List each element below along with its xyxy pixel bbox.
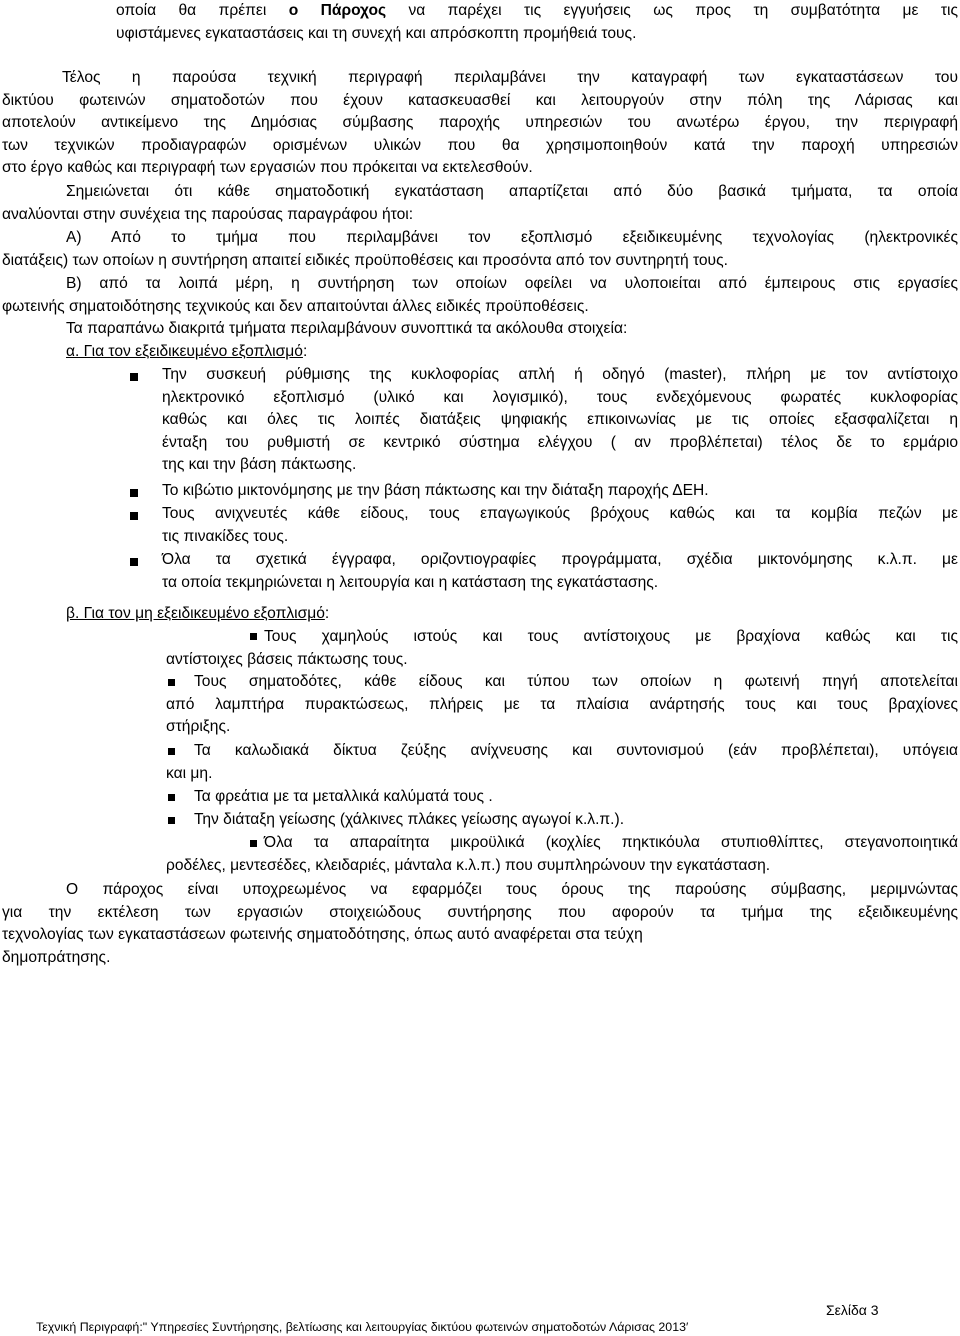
heading-colon: : <box>324 605 330 622</box>
bullet-icon <box>130 373 138 381</box>
list-item <box>166 671 958 739</box>
paragraph-obligations <box>2 879 958 969</box>
text-line: υφιστάμενες εγκαταστάσεις και τη συνεχή και απρόσκοπτη προμήθειά τους. <box>116 24 637 42</box>
text-line: αντίστοιχες βάσεις πάκτωσης τους. <box>166 650 408 668</box>
text-line: Ο πάροχος είναι υποχρεωμένος να εφαρμόζει τους όρους της παρούσης σύμβασης, μεριμνώντας <box>66 881 958 898</box>
text-line: Το κιβώτιο μικτονόμησης με την βάση πάκτωσης και την διάταξη παροχής ΔΕΗ. <box>162 482 709 499</box>
list-item <box>166 786 958 809</box>
paragraph-summary <box>66 318 958 341</box>
list-item <box>166 809 958 832</box>
text-line: φωτεινής σηματοιδότησης τεχνικούς και δεν απαιτούνται άλλες ειδικές προϋποθέσεις. <box>2 297 589 315</box>
text-line: Τους χαμηλούς ιστούς και τους αντίστοιχους με βραχίονα καθώς και τις <box>264 628 958 645</box>
paragraph-note <box>2 181 958 226</box>
text-line: Τους ανιχνευτές κάθε είδους, τους επαγωγικούς βρόχους καθώς και τα κομβία πεζών με <box>162 505 958 522</box>
text-line: της και την βάση πάκτωσης. <box>162 456 357 474</box>
paragraph-part-b <box>2 273 958 318</box>
text-line: δημοπράτησης. <box>2 948 111 966</box>
text-line: καθώς και όλες τις λοιπές διατάξεις ψηφιακής επικοινωνίας με τις οποίες εξασφαλίζεται η <box>162 411 958 429</box>
paragraph-intro <box>2 67 958 180</box>
list-item <box>162 480 958 503</box>
text-line: και μη. <box>166 764 213 782</box>
text-line: Β) από τα λοιπά μέρη, η συντήρηση των οποίων οφείλει να υλοποιείται από έμπειρους στις εργασίες <box>66 275 958 292</box>
list-item <box>166 832 958 877</box>
text-line: Τα φρεάτια με τα μεταλλικά καλύματά τους . <box>194 788 493 805</box>
text-line: Τέλος η παρούσα τεχνική περιγραφή περιλαμβάνει την καταγραφή των εγκαταστάσεων του <box>62 69 958 86</box>
list-item <box>162 364 958 477</box>
text-run: να παρέχει τις εγγυήσεις ως προς τη συμβατότητα με τις <box>386 2 958 19</box>
text-line <box>66 603 958 626</box>
text-line: Α) Από το τμήμα που περιλαμβάνει τον εξοπλισμό εξειδικευμένης τεχνολογίας (ηλεκτρονικές <box>66 229 958 246</box>
heading-text: α. Για τον εξειδικευμένο εξοπλισμό <box>66 343 303 360</box>
text-line <box>116 0 958 23</box>
text-line: Την διάταξη γείωσης (χάλκινες πλάκες γείωσης αγωγοί κ.λ.π.). <box>194 811 625 828</box>
text-line: Τα καλωδιακά δίκτυα ζεύξης ανίχνευσης και συντονισμού (εάν προβλέπεται), υπόγεια <box>194 742 958 759</box>
text-run: οποία θα πρέπει <box>116 2 289 19</box>
list-item <box>166 626 958 671</box>
bullet-icon <box>130 512 138 520</box>
text-line: Τους σηματοδότες, κάθε είδους και τύπου των οποίων η φωτεινή πηγή αποτελείται <box>194 673 958 690</box>
heading-colon: : <box>302 343 308 360</box>
text-line: τις πινακίδες τους. <box>162 527 289 545</box>
text-line <box>66 341 958 364</box>
provider-term: ο Πάροχος <box>288 2 387 19</box>
heading-text: β. Για τον μη εξειδικευμένο εξοπλισμό <box>66 605 325 622</box>
text-line: τεχνολογίας των εγκαταστάσεων φωτεινής σηματοδότησης, όπως αυτό αναφέρεται στα τεύχη <box>2 926 643 944</box>
text-line: στήριξης. <box>166 718 231 736</box>
text-line: για την εκτέλεση των εργασιών στοιχειώδους συντήρησης που αφορούν τα τμήμα της εξειδικευμένης <box>2 903 958 921</box>
text-line: αποτελούν αντικείμενο της Δημόσιας σύμβασης παροχής υπηρεσιών του ανωτέρω έργου, την περιγραφή <box>2 114 958 132</box>
heading-specialized-equipment <box>66 341 958 364</box>
text-line: αναλύονται στην συνέχεια της παρούσας παραγράφου ήτοι: <box>2 205 414 223</box>
text-line: ένταξη του ρυθμιστή σε κεντρικό σύστημα ελέγχου ( αν προβλέπεται) τέλος δε το ερμάριο <box>162 433 958 451</box>
heading-non-specialized-equipment <box>66 603 958 626</box>
text-line: των τεχνικών προδιαγραφών ορισμένων υλικών που θα χρησιμοποιηθούν κατά την παροχή υπηρεσιών <box>2 136 958 154</box>
text-line: Όλα τα σχετικά έγγραφα, οριζοντιογραφίες προγράμματα, σχέδια μικτονόμησης κ.λ.π. με <box>162 551 958 568</box>
text-line: από λαμπτήρα πυρακτώσεως, πλήρεις με τα πλαίσια ανάρτησής τους και τους βραχίονες <box>166 695 958 713</box>
text-line: ηλεκτρονικό εξοπλισμό (υλικό και λογισμικό), τους ενδεχόμενους φωρατές κυκλοφορίας <box>162 388 958 406</box>
list-item <box>162 549 958 594</box>
paragraph-continuation <box>116 0 958 45</box>
text-line: διατάξεις) των οποίων η συντήρηση απαιτεί ειδικές προϋποθέσεις και προσόντα από τον συντηρητή τους. <box>2 251 728 269</box>
footer-title: Τεχνική Περιγραφή:" Υπηρεσίες Συντήρησης, βελτίωσης και λειτουργίας δικτύου φωτεινών σηματοδοτών Λάρισας 2013′ <box>36 1320 689 1334</box>
text-line: στο έργο καθώς και περιγραφή των εργασιών που πρόκειται να εκτελεσθούν. <box>2 159 533 177</box>
bullet-icon <box>130 489 138 497</box>
text-line: Όλα τα απαραίτητα μικροϋλικά (κοχλίες πηκτικόυλα στυπιοθλίπτες, στεγανοποιητικά <box>264 834 958 851</box>
text-line: ροδέλες, μεντεσέδες, κλειδαριές, μάνταλα κ.λ.π.) που συμπληρώνουν την εγκατάσταση. <box>166 856 771 874</box>
text-line: τα οποία τεκμηριώνεται η λειτουργία και η κατάσταση της εγκατάστασης. <box>162 573 659 591</box>
bullet-icon <box>130 558 138 566</box>
text-line: Την συσκευή ρύθμισης της κυκλοφορίας απλή ή οδηγό (master), πλήρη με τον αντίστοιχο <box>162 366 958 383</box>
paragraph-part-a <box>2 227 958 272</box>
text-line: δικτύου φωτεινών σηματοδοτών που έχουν κατασκευασθεί και λειτουργούν στην πόλη της Λάρισας και <box>2 91 958 109</box>
list-item <box>166 740 958 785</box>
text-line: Σημειώνεται ότι κάθε σηματοδοτική εγκατάσταση απαρτίζεται από δύο βασικά τμήματα, τα οποία <box>66 183 958 200</box>
text-line: Τα παραπάνω διακριτά τμήματα περιλαμβάνουν συνοπτικά τα ακόλουθα στοιχεία: <box>66 320 628 337</box>
list-item <box>162 503 958 548</box>
page-number: Σελίδα 3 <box>826 1302 879 1318</box>
